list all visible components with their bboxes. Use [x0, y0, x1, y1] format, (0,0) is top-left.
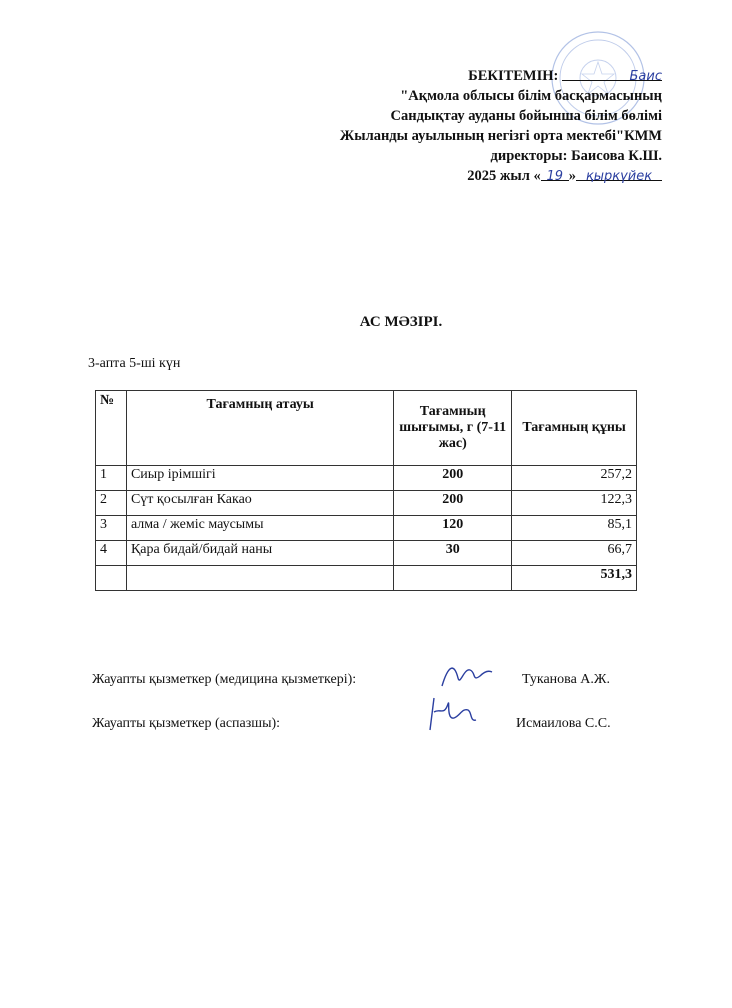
row-cost: 257,2: [512, 466, 637, 491]
approval-org-line2: Сандықтау ауданы бойынша білім бөлімі: [390, 108, 662, 124]
total-cost: 531,3: [512, 566, 637, 591]
approval-date: [340, 166, 662, 186]
row-cost: 66,7: [512, 541, 637, 566]
medical-signature: [438, 656, 494, 692]
approval-org-line1: "Ақмола облысы білім басқармасының: [400, 88, 662, 104]
responsible-medical-role: Жауапты қызметкер (медицина қызметкері):: [92, 672, 357, 687]
menu-table: [95, 390, 637, 591]
row-number: 1: [96, 466, 127, 491]
table-row: [96, 466, 637, 491]
signature-line: [562, 66, 662, 84]
responsible-cook-name: Исмаилова С.С.: [516, 716, 611, 731]
table-total-row: [96, 566, 637, 591]
responsible-cook-role: Жауапты қызметкер (аспазшы):: [92, 716, 281, 731]
week-day-label: 3-апта 5-ші күн: [88, 356, 181, 371]
date-prefix: 2025 жыл «: [467, 168, 541, 184]
approval-label: БЕКІТЕМІН:: [468, 68, 559, 84]
row-dish-name: Қара бидай/бидай наны: [126, 541, 393, 566]
table-row: [96, 541, 637, 566]
row-yield: 200: [394, 491, 512, 516]
header-number: №: [96, 391, 127, 466]
date-day: 19: [546, 169, 564, 184]
row-yield: 200: [394, 466, 512, 491]
cook-signature: [424, 690, 480, 734]
approval-block: [340, 66, 662, 186]
row-number: 4: [96, 541, 127, 566]
header-yield: Тағамның шығымы, г (7-11 жас): [394, 391, 512, 466]
director-signature: Баис: [629, 69, 662, 84]
row-yield: 120: [394, 516, 512, 541]
table-header-row: [96, 391, 637, 466]
header-dish-name: Тағамның атауы: [126, 391, 393, 466]
date-month: қыркүйек: [585, 169, 653, 184]
header-cost: Тағамның құны: [512, 391, 637, 466]
row-cost: 122,3: [512, 491, 637, 516]
responsible-medical-name: Туканова А.Ж.: [522, 672, 610, 687]
table-row: [96, 491, 637, 516]
approval-director: директоры: Баисова К.Ш.: [490, 148, 662, 164]
row-dish-name: Сүт қосылған Какао: [126, 491, 393, 516]
document-title: АС МӘЗІРІ.: [359, 314, 443, 330]
row-number: 2: [96, 491, 127, 516]
approval-org-line3: Жыланды ауылының негізгі орта мектебі"КММ: [339, 128, 662, 144]
row-number: 3: [96, 516, 127, 541]
row-cost: 85,1: [512, 516, 637, 541]
date-mid: »: [568, 168, 576, 184]
row-yield: 30: [394, 541, 512, 566]
table-row: [96, 516, 637, 541]
row-dish-name: алма / жеміс маусымы: [126, 516, 393, 541]
row-dish-name: Сиыр ірімшігі: [126, 466, 393, 491]
